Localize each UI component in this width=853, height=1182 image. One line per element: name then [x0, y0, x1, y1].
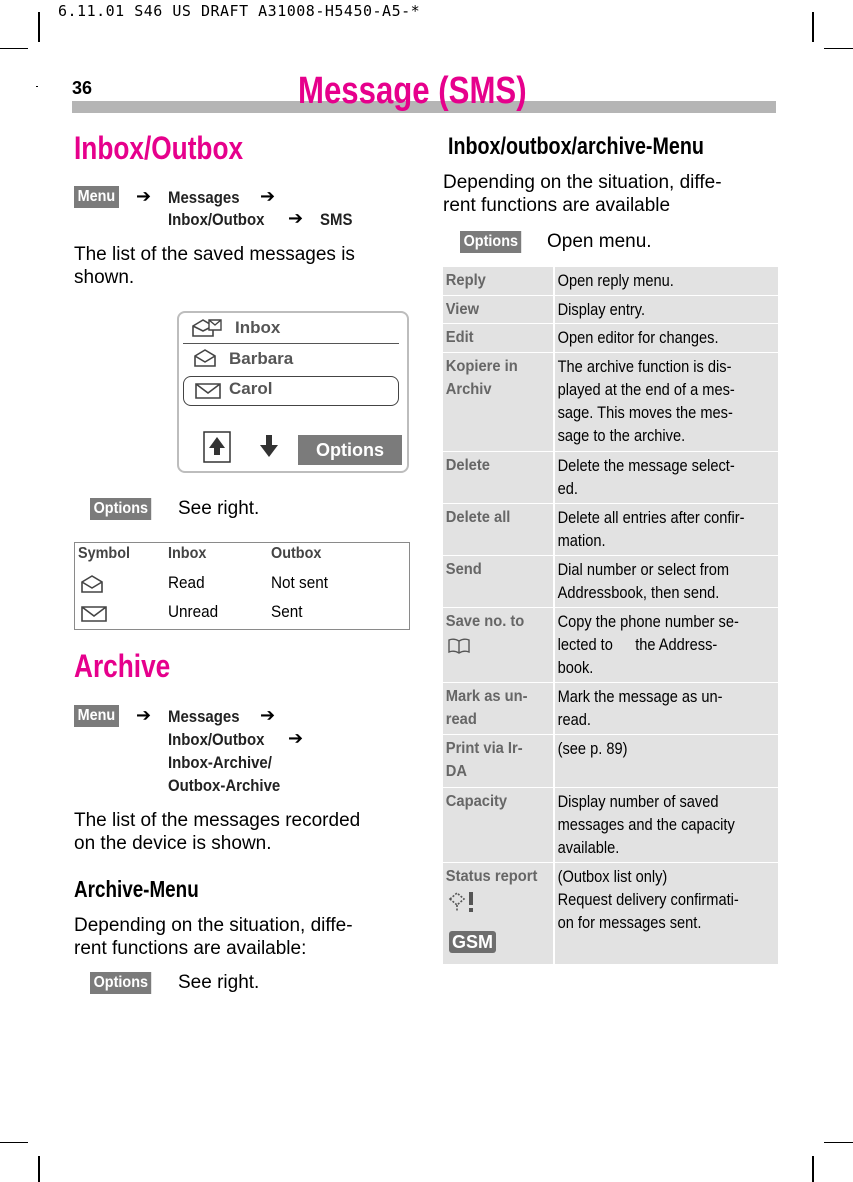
menu-row-label-cell: Kopiere in Archiv: [443, 353, 553, 451]
opened-envelope-icon: [80, 574, 104, 594]
closed-envelope-icon: [80, 605, 108, 623]
opened-envelope-icon: [193, 348, 217, 368]
menu-row-reply[interactable]: [443, 267, 778, 295]
symbol-table: [74, 542, 410, 630]
arrow-icon: ➔: [288, 208, 304, 228]
menu-heading: Inbox/outbox/archive-Menu: [448, 133, 704, 160]
menu-row-desc-cell: Display number of saved messages and the capacity available.: [555, 788, 778, 862]
status-report-icon: [447, 891, 479, 913]
menu-row-desc-cell: Copy the phone number se- lected to the Address- book.: [555, 608, 778, 682]
arrow-icon: ➔: [136, 186, 152, 206]
options-key[interactable]: Options: [460, 231, 522, 253]
symbol-table-cell: Read: [168, 573, 205, 592]
menu-row-desc-cell: Open editor for changes.: [555, 324, 778, 352]
menu-row-label-cell: Delete all: [443, 504, 553, 555]
crop-mark: [824, 1142, 853, 1143]
menu-row-label-cell: Delete: [443, 452, 553, 503]
menu-row-desc-cell: Open reply menu.: [555, 267, 778, 295]
menu-row-view[interactable]: [443, 296, 778, 323]
menu-row-desc-cell: Delete all entries after confir- mation.: [555, 504, 778, 555]
nav-step: Messages: [168, 188, 240, 207]
symbol-table-cell: Unread: [168, 602, 219, 621]
menu-row-save-number[interactable]: [443, 608, 778, 682]
nav-step: Outbox-Archive: [168, 776, 281, 795]
arrow-icon: ➔: [136, 705, 152, 725]
nav-step: Inbox/Outbox: [168, 730, 265, 749]
options-description: Open menu.: [547, 231, 652, 252]
section-description: The list of the messages recorded on the device is shown.: [74, 810, 361, 854]
archive-menu-description: Depending on the situation, diffe- rent functions are available:: [74, 915, 353, 959]
menu-row-label-cell: Print via Ir- DA: [443, 735, 553, 787]
menu-row-label-cell: Edit: [443, 324, 553, 352]
symbol-table-header: Symbol: [78, 545, 131, 562]
addressbook-icon: [448, 638, 470, 654]
menu-row-archive[interactable]: [443, 353, 778, 451]
arrow-icon: ➔: [260, 186, 276, 206]
menu-row-status-report[interactable]: [443, 863, 778, 964]
options-key[interactable]: Options: [90, 498, 152, 520]
options-softkey-label: Options: [316, 440, 384, 460]
section-title-inbox-outbox: Inbox/Outbox: [74, 130, 244, 166]
menu-row-desc-cell: (Outbox list only) Request delivery confirmati- on for messages sent.: [555, 863, 778, 964]
display-item[interactable]: Barbara: [229, 349, 294, 368]
phone-display: [177, 311, 409, 473]
section-title-archive: Archive: [74, 648, 171, 684]
menu-row-delete[interactable]: [443, 452, 778, 503]
display-item-selected[interactable]: [183, 376, 399, 406]
menu-row-mark-unread[interactable]: [443, 683, 778, 734]
menu-description: Depending on the situation, diffe- rent functions are available: [443, 172, 722, 216]
nav-step: SMS: [320, 210, 353, 229]
menu-row-delete-all[interactable]: [443, 504, 778, 555]
menu-row-label-cell: Reply: [443, 267, 553, 295]
menu-row-desc-cell: Mark the message as un- read.: [555, 683, 778, 734]
menu-row-print-irda[interactable]: [443, 735, 778, 787]
display-divider: [183, 343, 399, 344]
menu-row-label-cell: Save no. to: [443, 608, 553, 682]
section-description: The list of the saved messages is shown.: [74, 244, 355, 288]
crop-mark: [0, 48, 28, 49]
symbol-table-header: Inbox: [168, 545, 207, 562]
table-row: [74, 571, 409, 599]
inbox-icon: [191, 318, 223, 338]
crop-mark: [38, 12, 40, 42]
menu-key[interactable]: Menu: [74, 186, 119, 208]
menu-row-label-cell: Send: [443, 556, 553, 607]
options-softkey[interactable]: [298, 435, 402, 465]
page-number: 36: [72, 78, 93, 98]
symbol-table-cell: Not sent: [271, 573, 328, 592]
menu-row-label-cell: View: [443, 296, 553, 323]
arrow-icon: ➔: [260, 705, 276, 725]
menu-row-desc-cell: (see p. 89): [555, 735, 778, 787]
menu-row-desc-cell: Display entry.: [555, 296, 778, 323]
menu-row-send[interactable]: [443, 556, 778, 607]
crop-mark: [812, 12, 814, 42]
nav-step: Messages: [168, 707, 240, 726]
options-description: See right.: [178, 972, 260, 993]
menu-row-capacity[interactable]: [443, 788, 778, 862]
crop-mark: [36, 86, 38, 87]
display-header: Inbox: [235, 318, 281, 337]
symbol-table-header: Outbox: [271, 545, 322, 562]
scroll-up-icon[interactable]: [203, 431, 231, 463]
menu-row-desc-cell: Delete the message select- ed.: [555, 452, 778, 503]
options-key[interactable]: Options: [90, 972, 152, 994]
closed-envelope-icon: [194, 382, 222, 400]
menu-row-label-cell: Status report GSM: [443, 863, 553, 964]
draft-header: 6.11.01 S46 US DRAFT A31008-H5450-A5-*: [58, 2, 421, 20]
menu-row-desc-cell: Dial number or select from Addressbook, then send.: [555, 556, 778, 607]
menu-row-label-cell: Mark as un- read: [443, 683, 553, 734]
page-title: Message (SMS): [298, 70, 527, 112]
arrow-icon: ➔: [288, 728, 304, 748]
crop-mark: [812, 1156, 814, 1182]
gsm-badge: GSM: [449, 931, 496, 953]
table-row: [74, 600, 409, 628]
nav-path: [74, 705, 394, 801]
menu-row-desc-cell: The archive function is dis- played at the end of a mes- sage. This moves the mes- sage to the archive.: [555, 353, 778, 451]
options-description: See right.: [178, 498, 260, 519]
nav-step: Inbox/Outbox: [168, 210, 265, 229]
nav-path: [74, 186, 394, 236]
symbol-table-cell: Sent: [271, 602, 303, 621]
menu-row-label-cell: Capacity: [443, 788, 553, 862]
menu-key[interactable]: Menu: [74, 705, 119, 727]
display-item-label: Carol: [229, 379, 273, 398]
nav-step: Inbox-Archive/: [168, 753, 272, 772]
scroll-down-icon[interactable]: [255, 431, 283, 463]
crop-mark: [0, 1142, 28, 1143]
crop-mark: [824, 48, 853, 49]
crop-mark: [38, 1156, 40, 1182]
archive-menu-heading: Archive-Menu: [74, 876, 199, 902]
menu-row-edit[interactable]: [443, 324, 778, 352]
